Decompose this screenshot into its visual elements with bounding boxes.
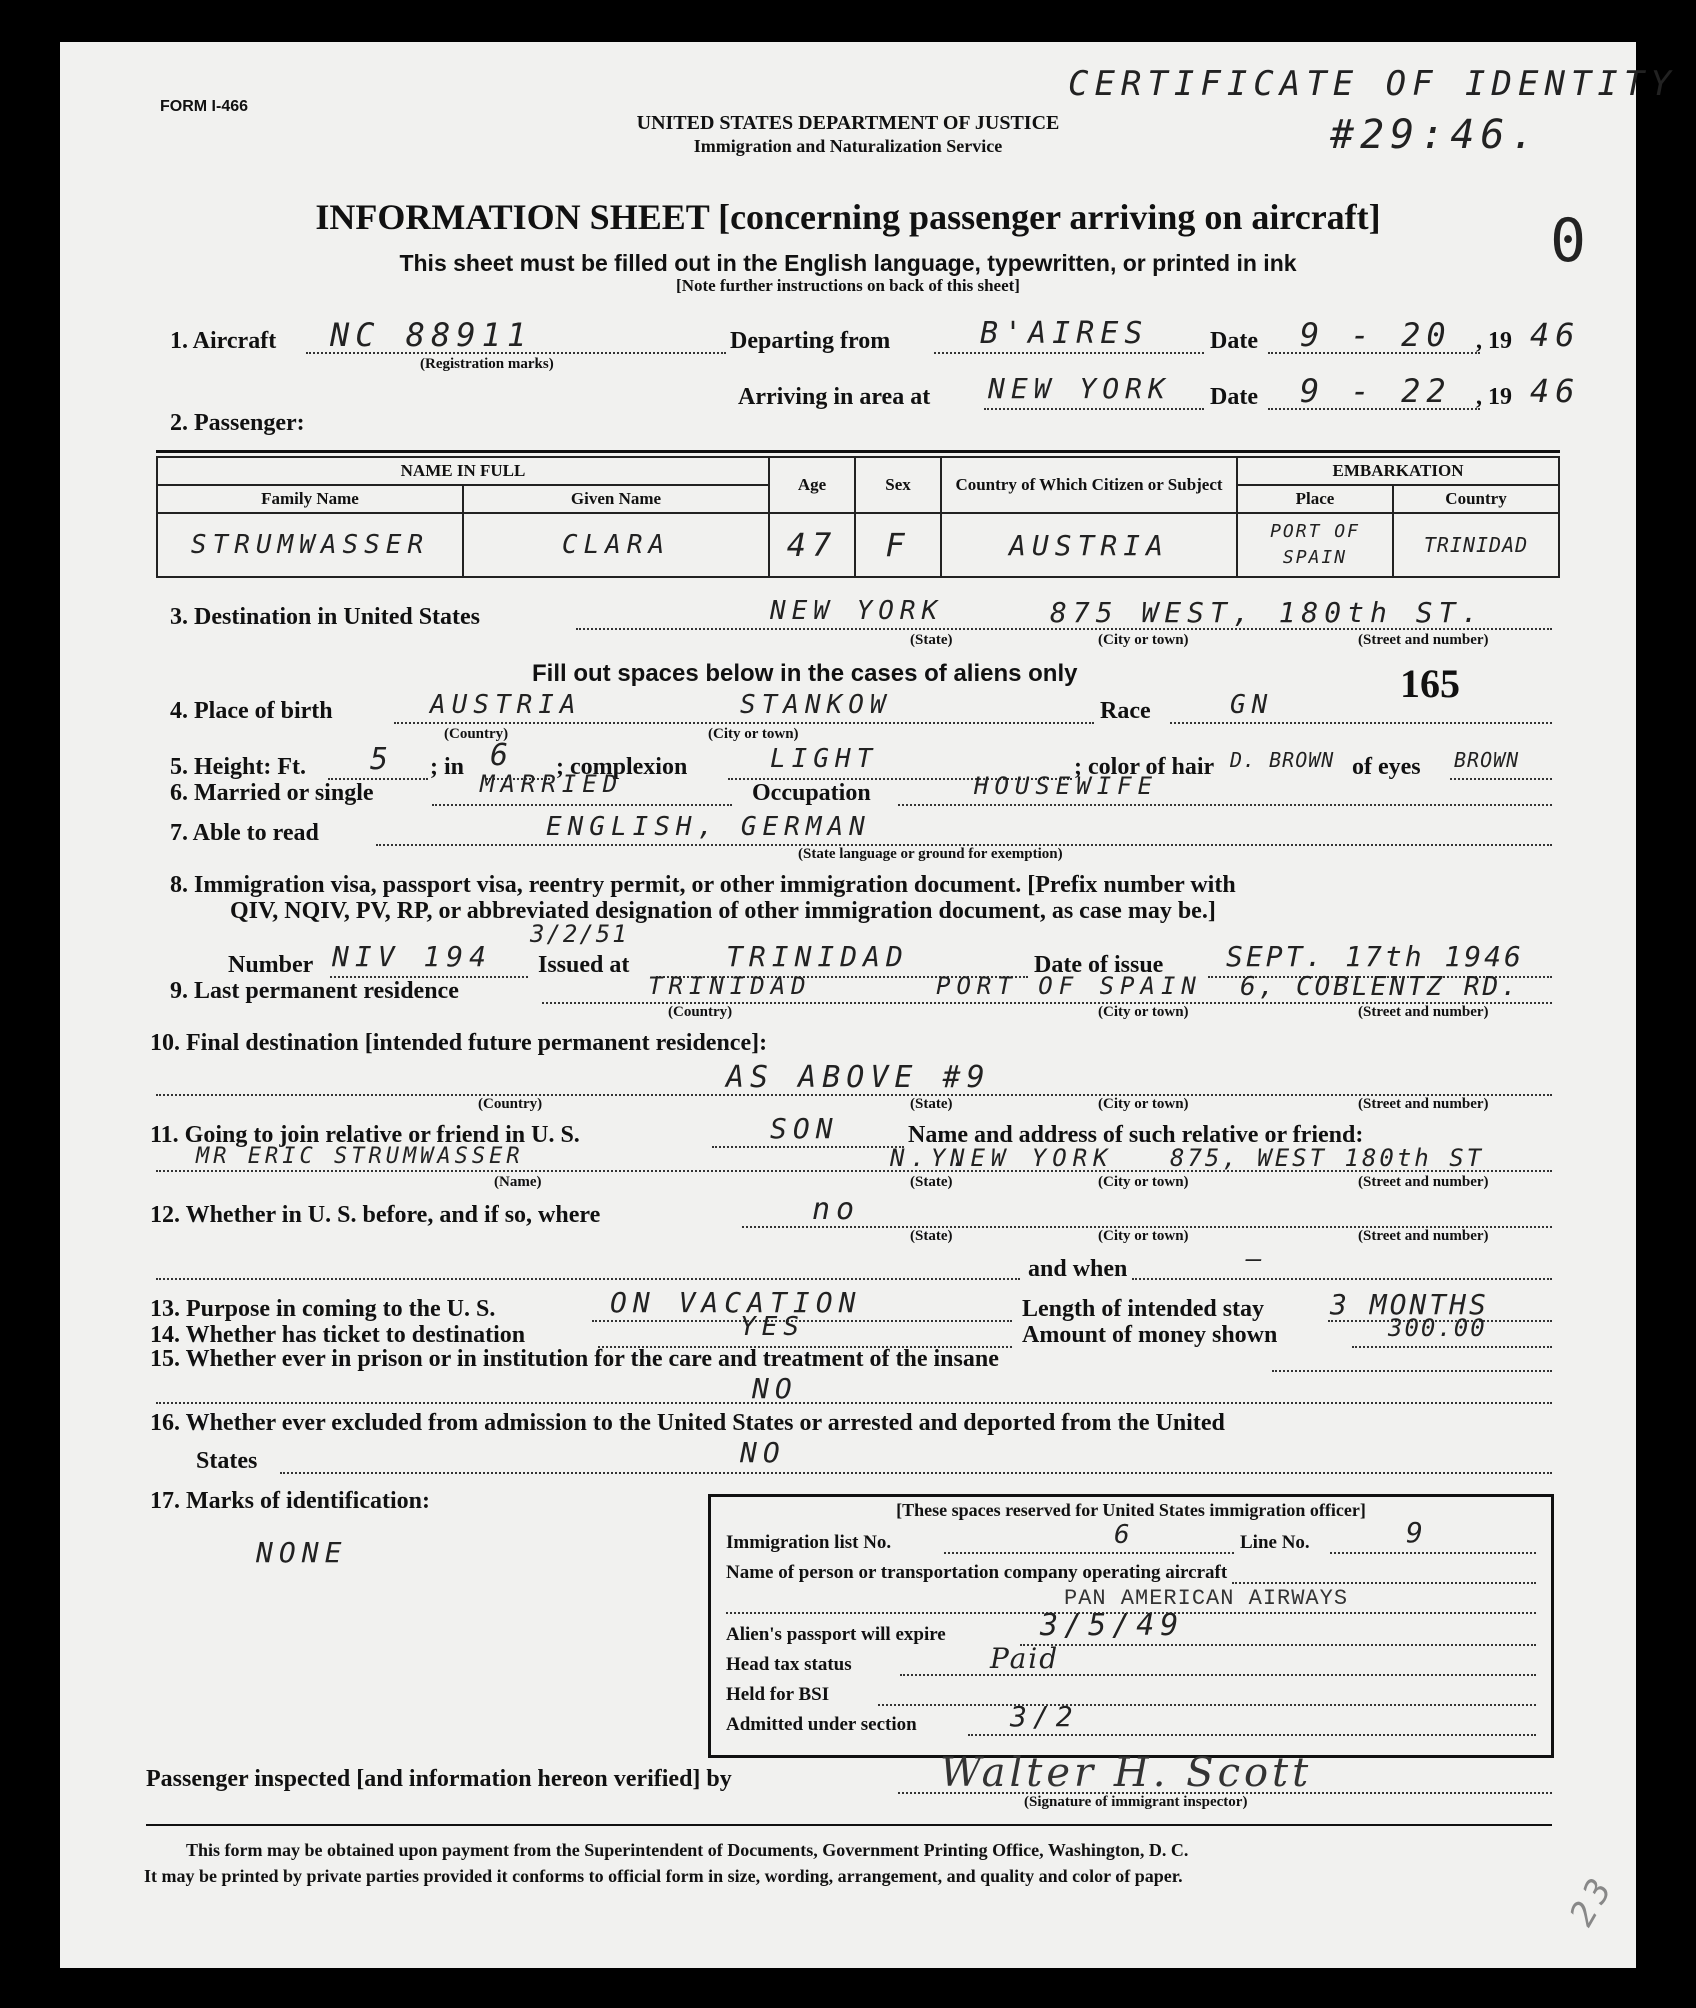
registration-caption: (Registration marks) [420,356,554,372]
purpose-label: 13. Purpose in coming to the U. S. [150,1296,496,1322]
aircraft-label: 1. Aircraft [170,328,277,354]
visa-number-value: NIV 194 [332,940,493,973]
marital-label: 6. Married or single [170,780,374,806]
arrive-date-value: 9 - 22 [1300,372,1452,410]
previous-visit-label: 12. Whether in U. S. before, and if so, where [150,1202,601,1228]
age-header: Age [769,457,855,513]
zero-annotation: 0 [1550,206,1593,276]
hair-value: D. BROWN [1230,748,1335,772]
family-name-header: Family Name [157,485,463,513]
passport-expiry-value: 3/5/49 [1040,1608,1185,1643]
purpose-value: ON VACATION [610,1286,862,1319]
country-header: Country [1393,485,1559,513]
relative-street-caption: (Street and number) [1358,1174,1489,1190]
issued-at-label: Issued at [538,952,630,978]
admitted-label: Admitted under section [726,1714,917,1735]
excluded-label: 16. Whether ever excluded from admission to the United States or arrested and deported from the United [150,1410,1225,1436]
service-name: Immigration and Naturalization Service [693,136,1003,156]
join-relative-label: 11. Going to join relative or friend in U. S. [150,1122,580,1148]
inspection-label: Passenger inspected [and information hereon verified] by [146,1766,732,1792]
sex-header: Sex [855,457,941,513]
aircraft-value: NC 88911 [330,316,533,354]
embark-place-value: PORT OF SPAIN [1237,513,1393,577]
embarkation-header: EMBARKATION [1237,457,1559,485]
height-in-value: 6 [490,738,515,773]
operator-label: Name of person or transportation company operating aircraft [726,1562,1228,1583]
depart-year-prefix: , 19 [1476,328,1512,354]
previous-visit-value: no [812,1192,861,1227]
officer-box-title: [These spaces reserved for United States immigration officer] [896,1500,1366,1520]
when-value: — [1246,1244,1268,1274]
arrive-date-label: Date [1210,384,1258,410]
departing-value: B'AIRES [980,316,1149,351]
residence-country-caption: (Country) [668,1004,733,1020]
relation-value: SON [770,1112,839,1145]
final-street-caption: (Street and number) [1358,1096,1489,1112]
relative-state-caption: (State) [910,1174,953,1190]
passport-expiry-label: Alien's passport will expire [726,1624,946,1645]
birthplace-label: 4. Place of birth [170,698,333,724]
family-name-value: STRUMWASSER [157,513,463,577]
marks-label: 17. Marks of identification: [150,1488,430,1514]
immigration-doc-line2: QIV, NQIV, PV, RP, or abbreviated designation of other immigration document, as case may be.] [230,898,1216,924]
race-value: GN [1230,690,1274,720]
ticket-value: YES [740,1312,805,1342]
line-no-value: 9 [1406,1516,1429,1549]
line-no-label: Line No. [1240,1532,1310,1553]
name-in-full-header: NAME IN FULL [157,457,769,485]
birth-country-caption: (Country) [444,726,509,742]
excluded-value: NO [740,1436,786,1469]
aliens-heading: Fill out spaces below in the cases of aliens only [532,660,1078,687]
dest-street-caption: (Street and number) [1358,632,1489,648]
dest-city-caption: (City or town) [1098,632,1189,648]
arriving-value: NEW YORK [988,372,1171,405]
residence-street-caption: (Street and number) [1358,1004,1489,1020]
read-caption: (State language or ground for exemption) [798,846,1063,862]
relative-name-value: MR ERIC STRUMWASSER [196,1144,524,1169]
certificate-annotation: CERTIFICATE OF IDENTITY [1068,64,1677,104]
certificate-number-annotation: #29:46. [1330,112,1541,158]
marks-value: NONE [256,1536,348,1569]
read-value: ENGLISH, GERMAN [546,812,871,842]
instruction-line: This sheet must be filled out in the English language, typewritten, or printed in ink [399,250,1297,276]
depart-date-label: Date [1210,328,1258,354]
final-destination-value: AS ABOVE #9 [726,1060,991,1095]
final-country-caption: (Country) [478,1096,543,1112]
height-ft-value: 5 [370,742,395,777]
height-in-label: ; in [430,754,465,780]
residence-city-caption: (City or town) [1098,1004,1189,1020]
prison-label: 15. Whether ever in prison or in institution for the care and treatment of the insane [150,1346,999,1372]
signature-caption: (Signature of immigrant inspector) [1024,1794,1248,1810]
passenger-label: 2. Passenger: [170,410,305,436]
relative-city-caption: (City or town) [1098,1174,1189,1190]
occupation-value: HOUSEWIFE [974,772,1159,800]
birth-city-caption: (City or town) [708,726,799,742]
bsi-label: Held for BSI [726,1684,830,1705]
corner-annotation: 23 [1561,1867,1624,1933]
sex-value: F [855,513,941,577]
footer-line-1: This form may be obtained upon payment from the Superintendent of Documents, Government Printing Office, Washington, D. C. [186,1840,1189,1860]
department-name: UNITED STATES DEPARTMENT OF JUSTICE [636,112,1060,134]
marital-value: MARRIED [480,770,624,798]
hair-label: ; color of hair [1074,754,1215,780]
arrive-year-value: 46 [1530,372,1581,410]
relative-street-value: 875, WEST 180th ST [1170,1144,1485,1172]
relative-state-value: N.Y. [890,1144,972,1172]
head-tax-label: Head tax status [726,1654,852,1675]
issue-date-value: SEPT. 17th 1946 [1226,940,1524,973]
eyes-label: of eyes [1352,754,1421,780]
excluded-label-cont: States [196,1448,258,1474]
passenger-table [156,456,1560,578]
operator-stamp: PAN AMERICAN AIRWAYS [1064,1586,1349,1611]
residence-label: 9. Last permanent residence [170,978,459,1004]
height-label: 5. Height: Ft. [170,754,306,780]
prison-value: NO [752,1372,798,1405]
embark-country-value: TRINIDAD [1393,513,1559,577]
destination-label: 3. Destination in United States [170,604,481,630]
ticket-label: 14. Whether has ticket to destination [150,1322,526,1348]
depart-date-value: 9 - 20 [1300,316,1452,354]
stay-length-value: 3 MONTHS [1330,1288,1489,1321]
departing-label: Departing from [730,328,891,354]
dest-state-caption: (State) [910,632,953,648]
stamp-number: 165 [1400,661,1460,706]
place-header: Place [1237,485,1393,513]
depart-year-value: 46 [1530,316,1581,354]
destination-state-value: NEW YORK [770,596,944,626]
issued-at-value: TRINIDAD [726,940,909,973]
age-value: 47 [769,513,855,577]
head-tax-value: Paid [990,1642,1060,1675]
complexion-label: ; complexion [556,754,688,780]
occupation-label: Occupation [752,780,871,806]
complexion-value: LIGHT [770,744,879,774]
given-name-header: Given Name [463,485,769,513]
birth-city-value: STANKOW [740,690,892,720]
previous-street-caption: (Street and number) [1358,1228,1489,1244]
admitted-value: 3/2 [1010,1700,1079,1733]
birth-country-value: AUSTRIA [430,690,582,720]
residence-street-value: 6, COBLENTZ RD. [1240,972,1520,1002]
citizen-value: AUSTRIA [941,513,1237,577]
note-line: [Note further instructions on back of this sheet] [676,276,1020,295]
when-label: and when [1028,1256,1128,1282]
relative-name-caption: (Name) [494,1174,542,1190]
given-name-value: CLARA [463,513,769,577]
issue-date-label: Date of issue [1034,952,1164,978]
stay-length-label: Length of intended stay [1022,1296,1265,1322]
visa-number-label: Number [228,952,314,978]
arriving-label: Arriving in area at [738,384,931,410]
final-city-caption: (City or town) [1098,1096,1189,1112]
read-label: 7. Able to read [170,820,319,846]
citizen-header: Country of Which Citizen or Subject [941,457,1237,513]
final-destination-label: 10. Final destination [intended future permanent residence]: [150,1030,768,1056]
previous-city-caption: (City or town) [1098,1228,1189,1244]
relative-city-value: NEW YORK [950,1144,1114,1172]
relative-address-label: Name and address of such relative or friend: [908,1122,1364,1148]
list-no-label: Immigration list No. [726,1532,892,1553]
footer-line-2: It may be printed by private parties provided it conforms to official form in size, wording, arrangement, and quality and color of paper. [144,1866,1183,1886]
residence-city-value: PORT OF SPAIN [936,972,1202,1000]
residence-country-value: TRINIDAD [648,972,812,1000]
previous-state-caption: (State) [910,1228,953,1244]
arrive-year-prefix: , 19 [1476,384,1512,410]
immigration-doc-line1: 8. Immigration visa, passport visa, reentry permit, or other immigration document. [Prefix number with [170,872,1236,898]
page-title: INFORMATION SHEET [concerning passenger arriving on aircraft] [315,197,1381,237]
final-state-caption: (State) [910,1096,953,1112]
race-label: Race [1100,698,1151,724]
inspector-signature: Walter H. Scott [940,1750,1313,1796]
visa-annotation: 3/2/51 [530,920,629,948]
list-no-value: 6 [1114,1520,1136,1550]
eyes-value: BROWN [1454,748,1520,772]
form-number: FORM I-466 [160,98,249,115]
money-value: 300.00 [1388,1314,1487,1342]
money-label: Amount of money shown [1022,1322,1278,1348]
destination-city-value: 875 WEST, 180th ST. [1050,596,1485,629]
